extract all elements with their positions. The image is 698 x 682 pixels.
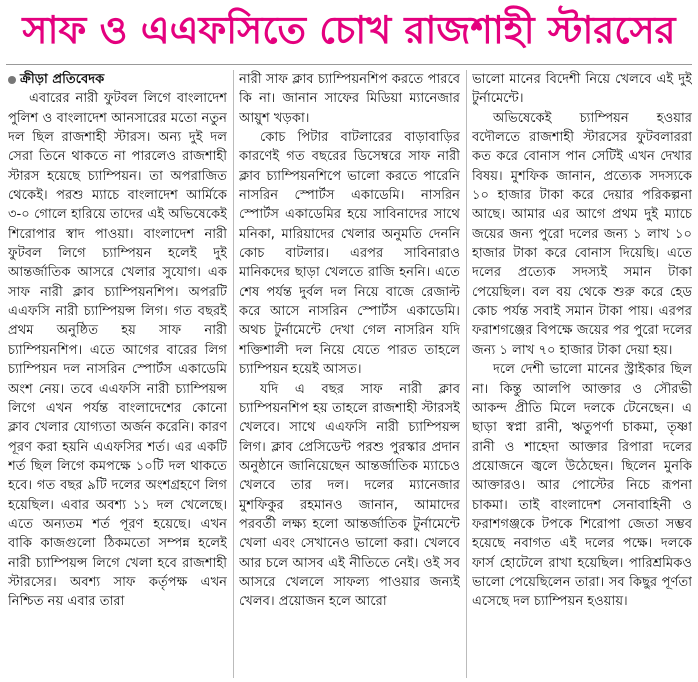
- paragraph: এবারের নারী ফুটবল লিগে বাংলাদেশ পুলিশ ও বাংলাদেশ আনসারের মতো নতুন দল ছিল রাজশাহী স্টারস। অন্য দুই দল সেরা তিনে থাকতে না পারলেও রাজশাহী স্টারস হয়েছে চ্যাম্পিয়ন। তা অপরাজিত থেকেই। পরশু ম্যাচে বাংলাদেশ আর্মিকে ৩-০ গোলে হারিয়ে তাদের এই অভিষেকেই শিরোপার স্বাদ পাওয়া। বাংলাদেশ নারী ফুটবল লিগে চ্যাম্পিয়ন হলেই দুই আন্তর্জাতিক আসরে খেলার সুযোগ। এক সাফ নারী ক্লাব চ্যাম্পিয়নশিপ। অপরটি এএফসি নারী চ্যাম্পিয়ন্স লিগ। গত বছরই প্রথম অনুষ্ঠিত হয় সাফ নারী চ্যাম্পিয়নশিপ। এতে আগের বারের লিগ চ্যাম্পিয়ন দল নাসরিন স্পোর্টস একাডেমি অংশ নেয়। তবে এএফসি নারী চ্যাম্পিয়ন্স লিগে এখন পর্যন্ত বাংলাদেশের কোনো ক্লাব খেলার যোগ্যতা অর্জন করেনি। কারণ পূরণ করা হয়নি এএফসির শর্ত। এর একটি শর্ত ছিল লিগে কমপক্ষে ১০টি দল থাকতে হবে। গত বছর ৯টি দলের অংশগ্রহণে লিগ হয়েছিল। এবার অবশ্য ১১ দল খেলেছে। এতে অন্যতম শর্ত পূরণ হয়েছে। এখন বাকি কাজগুলো ঠিকমতো সম্পন্ন হলেই নারী চ্যাম্পিয়ন্স লিগে খেলা হবে রাজশাহী স্টারসের। অবশ্য সাফ কর্তৃপক্ষ এখন নিশ্চিত নয় এবার তারা: [8, 91, 227, 610]
- column-3: [472, 70, 692, 678]
- column-1: [8, 70, 227, 678]
- column-2: [239, 70, 460, 678]
- paragraph: অভিষেকেই চ্যাম্পিয়ন হওয়ার বদৌলতে রাজশাহী স্টারসের ফুটবলাররা কত করে বোনাস পান সেটিই এখন দেখার বিষয়। মুশফিক জানান, প্রত্যেক সদস্যকে ১০ হাজার টাকা করে দেয়ার পরিকল্পনা আছে। আমার এর আগে প্রথম দুই ম্যাচে জয়ের জন্য পুরো দলের জন্য ১ লাখ ১০ হাজার টাকা করে বোনাস দিয়েছি। এতে দলের প্রত্যেক সদস্যই সমান টাকা পেয়েছিল। বল বয় থেকে শুরু করে হেড কোচ পর্যন্ত সবাই সমান টাকা পায়। এরপর ফরাশগঞ্জের বিপক্ষে জয়ের পর পুরো দলের জন্য ১ লাখ ৭০ হাজার টাকা দেয়া হয়।: [472, 110, 692, 358]
- article-body: [8, 70, 692, 678]
- paragraph: নারী সাফ ক্লাব চ্যাম্পিয়নশিপ করতে পারবে কি না। জানান সাফের মিডিয়া ম্যানেজার আয়ুশ খড়কা।: [239, 72, 460, 126]
- column-divider: [466, 70, 467, 678]
- headline: [0, 2, 698, 58]
- paragraph: ভালো মানের বিদেশী নিয়ে খেলবে এই দুই টুর্নামেন্টে।: [472, 72, 692, 107]
- byline: [8, 70, 227, 89]
- headline-text: সাফ ও এএফসিতে চোখ রাজশাহী স্টারসের: [22, 8, 676, 52]
- paragraph: যদি এ বছর সাফ নারী ক্লাব চ্যাম্পিয়নশিপ হয় তাহলে রাজশাহী স্টারসই খেলবে। সাথে এএফসি নারী চ্যাম্পিয়ন্স লিগ। ক্লাব প্রেসিডেন্ট পরশু পুরস্কার প্রদান অনুষ্ঠানে জানিয়েছেন আন্তর্জাতিক ম্যাচেও খেলবে তার দল। দলের ম্যানেজার মুশফিকুর রহমানও জানান, আমাদের পরবর্তী লক্ষ্য হলো আন্তর্জাতিক টুর্নামেন্টে খেলা এবং সেখানেও ভালো করা। খেলবে আর চলে আসব এই নীতিতে নেই। ওই সব আসরে খেললে সাফল্য পাওয়ার জন্যই খেলব। প্রয়োজন হলে আরো: [239, 381, 460, 610]
- bullet-icon: [8, 76, 16, 84]
- column-divider: [233, 70, 234, 678]
- byline-text: ক্রীড়া প্রতিবেদক: [20, 72, 105, 87]
- headline-divider: [6, 64, 692, 65]
- paragraph: দলে দেশী ভালো মানের স্ট্রাইকার ছিল না। কিন্তু আলপি আক্তার ও সৌরভী আকন্দ প্রীতি মিলে দলকে টেনেছেন। এ ছাড়া স্বপ্না রানী, ঋতুপর্ণা চাকমা, তৃষ্ণা রানী ও শাহেদা আক্তার রিপারা দলের প্রয়োজনে জ্বলে উঠেছেন। ছিলেন মুনকি আক্তারও। আর পোস্টের নিচে রূপনা চাকমা। তাই বাংলাদেশ সেনাবাহিনী ও ফরাশগঞ্জকে টপকে শিরোপা জেতা সম্ভব হয়েছে নবাগত এই দলের পক্ষে। দলকে ফার্স হোটেলে রাখা হয়েছিল। পারিশ্রমিকও ভালো পেয়েছিলেন তারা। সব কিছুর পূর্ণতা এসেছে দল চ্যাম্পিয়ন হওয়ায়।: [472, 362, 692, 610]
- paragraph: কোচ পিটার বাটলারের বাড়াবাড়ির কারণেই গত বছরের ডিসেম্বরে সাফ নারী ক্লাব চ্যাম্পিয়নশিপে ভালো করতে পারেনি নাসরিন স্পোর্টস একাডেমি। নাসরিন স্পোর্টস একাডেমির হয়ে সাবিনাদের সাথে মনিকা, মারিয়াদের খেলার অনুমতি দেননি কোচ বাটলার। এরপর সাবিনারাও মানিকদের ছাড়া খেলতে রাজি হননি। এতে শেষ পর্যন্ত দুর্বল দল নিয়ে বাজে রেজাল্ট করে আসে নাসরিন স্পোর্টস একাডেমি। অথচ টুর্নামেন্টে দেখা গেল নাসরিন যদি শক্তিশালী দল নিয়ে যেতে পারত তাহলে চ্যাম্পিয়ন হয়েই আসত।: [239, 130, 460, 378]
